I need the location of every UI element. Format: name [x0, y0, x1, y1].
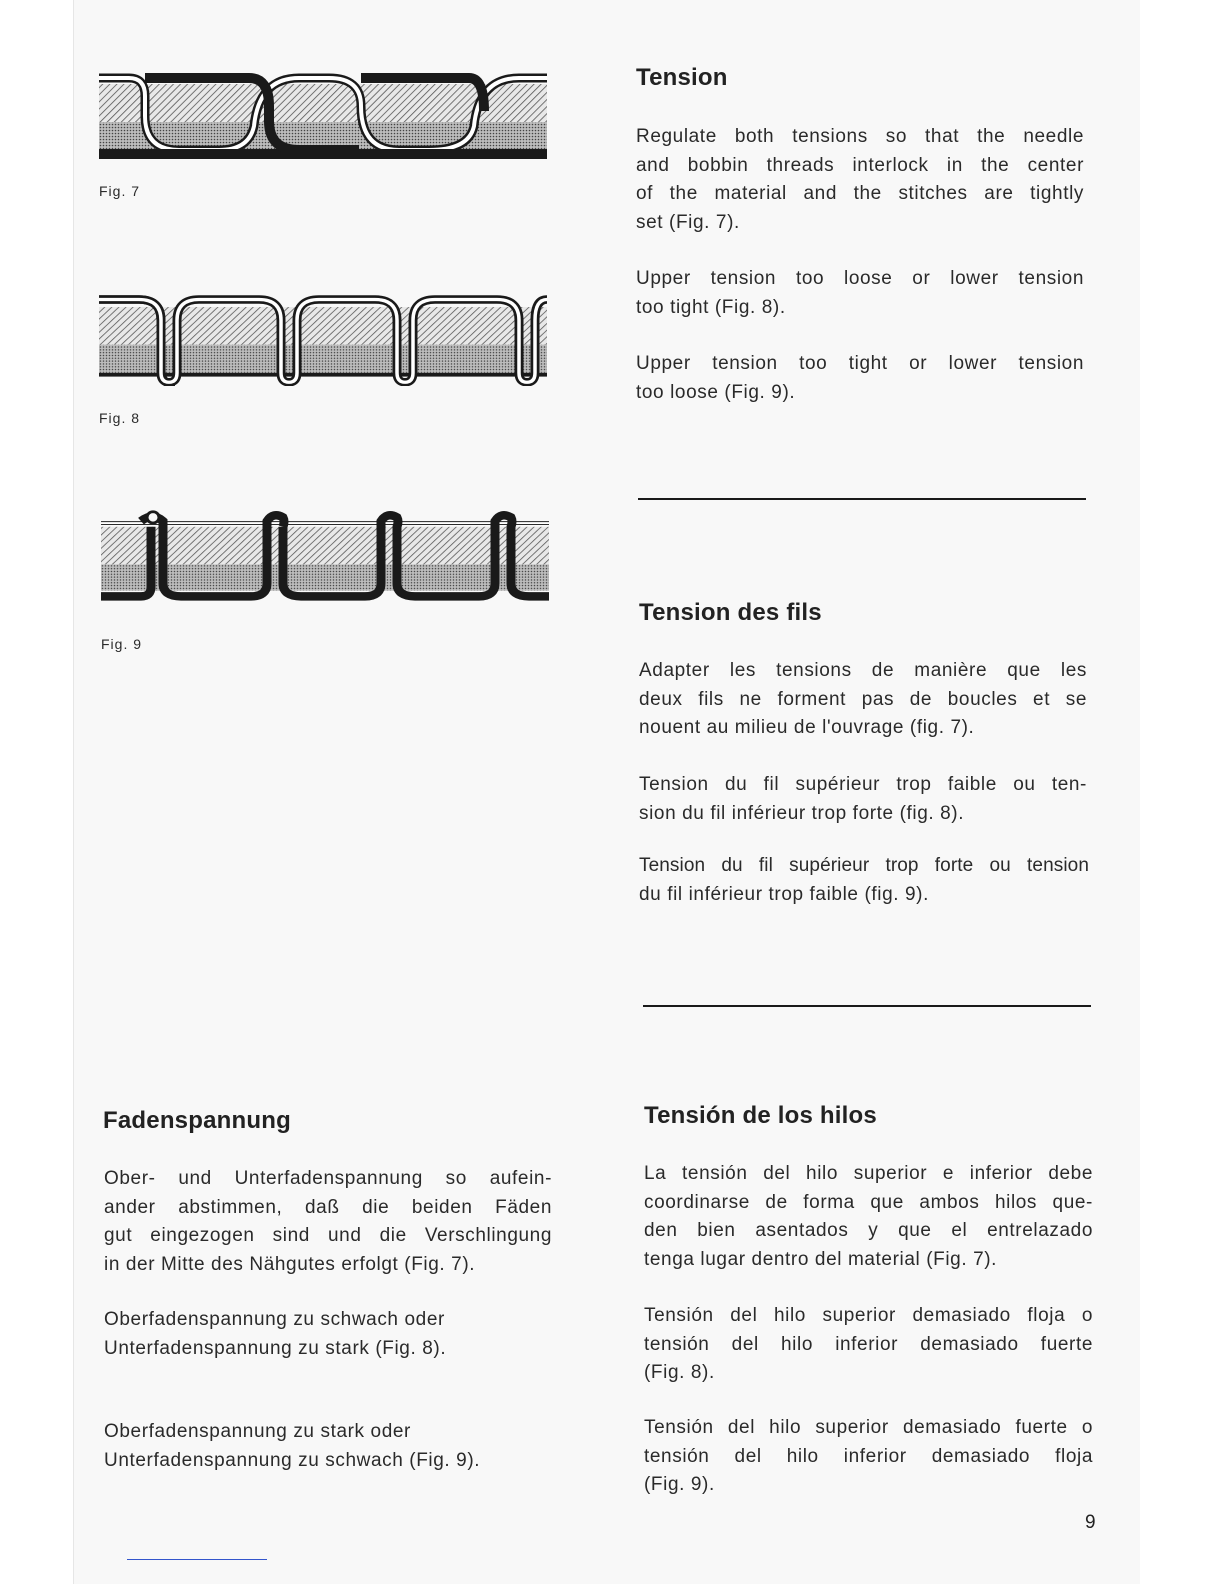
spanish-p2-line: Tensión del hilo superior demasiado floja o — [644, 1305, 1093, 1326]
spanish-paragraph-2 — [644, 1302, 1093, 1388]
english-paragraph-3 — [636, 350, 1084, 407]
spanish-p1-line: La tensión del hilo superior e inferior debe — [644, 1163, 1093, 1184]
french-heading: Tension des fils — [639, 599, 822, 626]
spanish-heading: Tensión de los hilos — [644, 1102, 877, 1129]
spanish-p2-line: tensión del hilo inferior demasiado fuerte — [644, 1333, 1093, 1355]
figure-7-illustration — [99, 66, 547, 160]
french-paragraph-2 — [639, 771, 1087, 828]
english-p1-line: of the material and the stitches are tightly — [636, 183, 1084, 204]
spanish-p3-line: tensión del hilo inferior demasiado floja — [644, 1445, 1093, 1467]
french-p1-line: deux fils ne forment pas de boucles et se — [639, 688, 1087, 710]
german-paragraph-3 — [104, 1418, 552, 1475]
english-p1-line: Regulate both tensions so that the needle — [636, 126, 1084, 147]
french-p2-line: sion du fil inférieur trop forte (fig. 8). — [639, 802, 965, 824]
english-p1-line: and bobbin threads interlock in the center — [636, 154, 1084, 176]
section-divider — [643, 1005, 1091, 1007]
german-p1-line: gut eingezogen sind und die Verschlingung — [104, 1225, 552, 1246]
figure-8-caption: Fig. 8 — [99, 410, 141, 426]
french-p1-line: Adapter les tensions de manière que les — [639, 660, 1087, 681]
spanish-p1-line: den bien asentados y que el entrelazado — [644, 1220, 1093, 1241]
french-p3-line: Tension du fil supérieur trop forte ou tension — [639, 855, 1089, 876]
french-p1-line: nouent au milieu de l'ouvrage (fig. 7). — [639, 717, 975, 738]
french-p3-line: du fil inférieur trop faible (fig. 9). — [639, 883, 929, 905]
english-p3-line: Upper tension too tight or lower tension — [636, 353, 1084, 374]
german-p1-line: in der Mitte des Nähgutes erfolgt (Fig. 7). — [104, 1253, 476, 1275]
german-paragraph-1 — [104, 1165, 552, 1279]
figure-7-caption: Fig. 7 — [99, 183, 141, 199]
figure-9-caption: Fig. 9 — [101, 636, 143, 652]
spanish-p2-line: (Fig. 8). — [644, 1362, 715, 1383]
english-p1-line: set (Fig. 7). — [636, 211, 740, 233]
spanish-paragraph-1 — [644, 1160, 1093, 1274]
spanish-p1-line: tenga lugar dentro del material (Fig. 7). — [644, 1248, 998, 1270]
english-p3-line: too loose (Fig. 9). — [636, 381, 796, 403]
german-p1-line: Ober- und Unterfadenspannung so aufein- — [104, 1168, 552, 1189]
french-paragraph-1 — [639, 657, 1087, 743]
figure-9-illustration — [101, 508, 549, 602]
figure-8-illustration — [99, 292, 547, 386]
german-p3-line: Oberfadenspannung zu stark oder — [104, 1421, 411, 1442]
english-p2-line: too tight (Fig. 8). — [636, 296, 786, 318]
german-p1-line: ander abstimmen, daß die beiden Fäden — [104, 1196, 552, 1218]
page-number: 9 — [1085, 1512, 1096, 1533]
german-p2-line: Oberfadenspannung zu schwach oder — [104, 1309, 445, 1330]
german-heading: Fadenspannung — [103, 1107, 291, 1134]
spanish-paragraph-3 — [644, 1414, 1093, 1500]
german-p3-line: Unterfadenspannung zu schwach (Fig. 9). — [104, 1449, 481, 1471]
english-paragraph-2 — [636, 265, 1084, 322]
german-p2-line: Unterfadenspannung zu stark (Fig. 8). — [104, 1337, 447, 1359]
french-paragraph-3 — [639, 852, 1089, 909]
spanish-p1-line: coordinarse de forma que ambos hilos que- — [644, 1191, 1093, 1213]
spanish-p3-line: (Fig. 9). — [644, 1474, 715, 1495]
section-divider — [638, 498, 1086, 500]
spanish-p3-line: Tensión del hilo superior demasiado fuerte o — [644, 1417, 1093, 1438]
english-p2-line: Upper tension too loose or lower tension — [636, 268, 1084, 289]
french-p2-line: Tension du fil supérieur trop faible ou ten- — [639, 774, 1087, 795]
bottom-edge-line — [127, 1559, 267, 1560]
english-paragraph-1 — [636, 123, 1084, 237]
german-paragraph-2 — [104, 1306, 552, 1363]
english-heading: Tension — [636, 64, 728, 91]
